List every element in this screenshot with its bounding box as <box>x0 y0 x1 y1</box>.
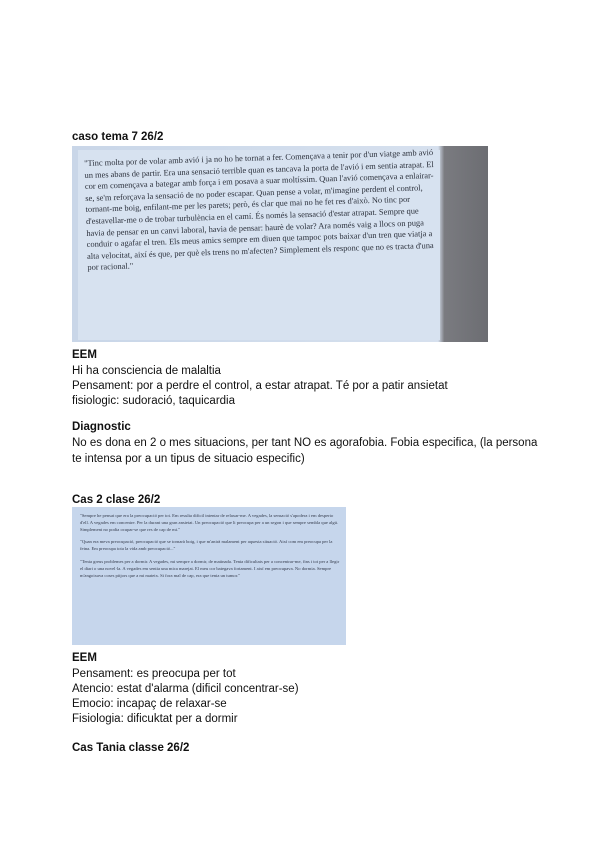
eem-line-1-1: Hi ha consciencia de malaltia <box>72 365 221 377</box>
section-title-caso-tema-7: caso tema 7 26/2 <box>72 131 164 143</box>
eem-line-1-2: Pensament: por a perdre el control, a estar atrapat. Té por a patir ansietat <box>72 380 448 392</box>
photo-text-2 <box>80 513 340 585</box>
diagnostic-heading: Diagnostic <box>72 421 131 433</box>
diagnostic-line-1: No es dona en 2 o mes situacions, per tant NO es agorafobia. Fobia especifica, (la persona <box>72 437 538 449</box>
eem-line-2-1: Pensament: es preocupa per tot <box>72 668 236 680</box>
eem-line-1-3: fisiologic: sudoració, taquicardia <box>72 395 236 407</box>
eem-heading-1: EEM <box>72 349 97 361</box>
photo-paragraph: "Sempre he pensat que era la preocupació per tot. Em resulta dificil intentar de relaxar-me. A vegades, la sensació s'apodera i em desperto d'ell. A vegades em concentre. Per la durant una gran ansietat. Un preocupació que li preocupa per a un segon i que sempre sembla que algú. Simplement no podia ocupar-se que res de cap de mi." <box>80 513 339 532</box>
photo-paragraph: "Tenia greus problemes per a dormir. A vegades, mi sempre a dormir, de matinada. Tenia dificultats per a concentrar-me, fins i tot per a llegir el diari o una novel·la. A vegades em sentia una mica marejat. El meu cor bategava fortament. I així em preocupava. No dormia. Sempre m'angoixava coses pitjors que a mi mateix. Si fora mal de cap, era que tenia un tumor." <box>80 558 340 578</box>
photo-paragraph: "Quan era meva preocupació, preocupació que se tornarà boig, i que m'anirà malament per aquesta situació. Així com em preocupa per la feina. Em preocupa tota la vida amb preocupació..." <box>80 539 333 552</box>
section-title-cas-tania: Cas Tania classe 26/2 <box>72 742 190 754</box>
case-text-photo-1 <box>72 146 488 342</box>
eem-heading-2: EEM <box>72 652 97 664</box>
eem-line-2-4: Fisiologia: dificuktat per a dormir <box>72 713 238 725</box>
eem-line-2-2: Atencio: estat d'alarma (dificil concentrar-se) <box>72 683 299 695</box>
diagnostic-line-2: te intensa por a un tipus de situacio especific) <box>72 453 305 465</box>
section-title-cas-2: Cas 2 clase 26/2 <box>72 494 161 506</box>
case-text-photo-2 <box>72 507 346 645</box>
eem-line-2-3: Emocio: incapaç de relaxar-se <box>72 698 227 710</box>
photo-text-1: "Tinc molta por de volar amb avió i ja no ho he tornat a fer. Començava a tenir por d'un viatge amb avió un mes abans de partir. Era una sensació terrible quan es tancava la porta de l'avió i em sentia atrapat. El cor em començava a bategar amb força i em posava a suar moltíssim. Quan l'avió començava a enlairar-se, se'm reforçava la sensació de no poder escapar. Quan pense a volar, m'imagine perdent el control, tornant-me boig, enfilant-me per les parets; però, és clar que mai no he fet res d'això. No tinc por d'estavellar-me o de trobar turbulència en el camí. És només la sensació d'estar atrapat. Sempre que havia de pensar en un canvi laboral, havia de pensar: haurè de volar? Ara només vaig a llocs on puga conduir o agafar el tren. Els meus amics sempre em diuen que tampoc pots baixar d'un tren que viatja a alta velocitat, així és que, per què els trens no m'afecten? Simplement els responc que no es tracta d'una por racional." <box>84 148 434 273</box>
